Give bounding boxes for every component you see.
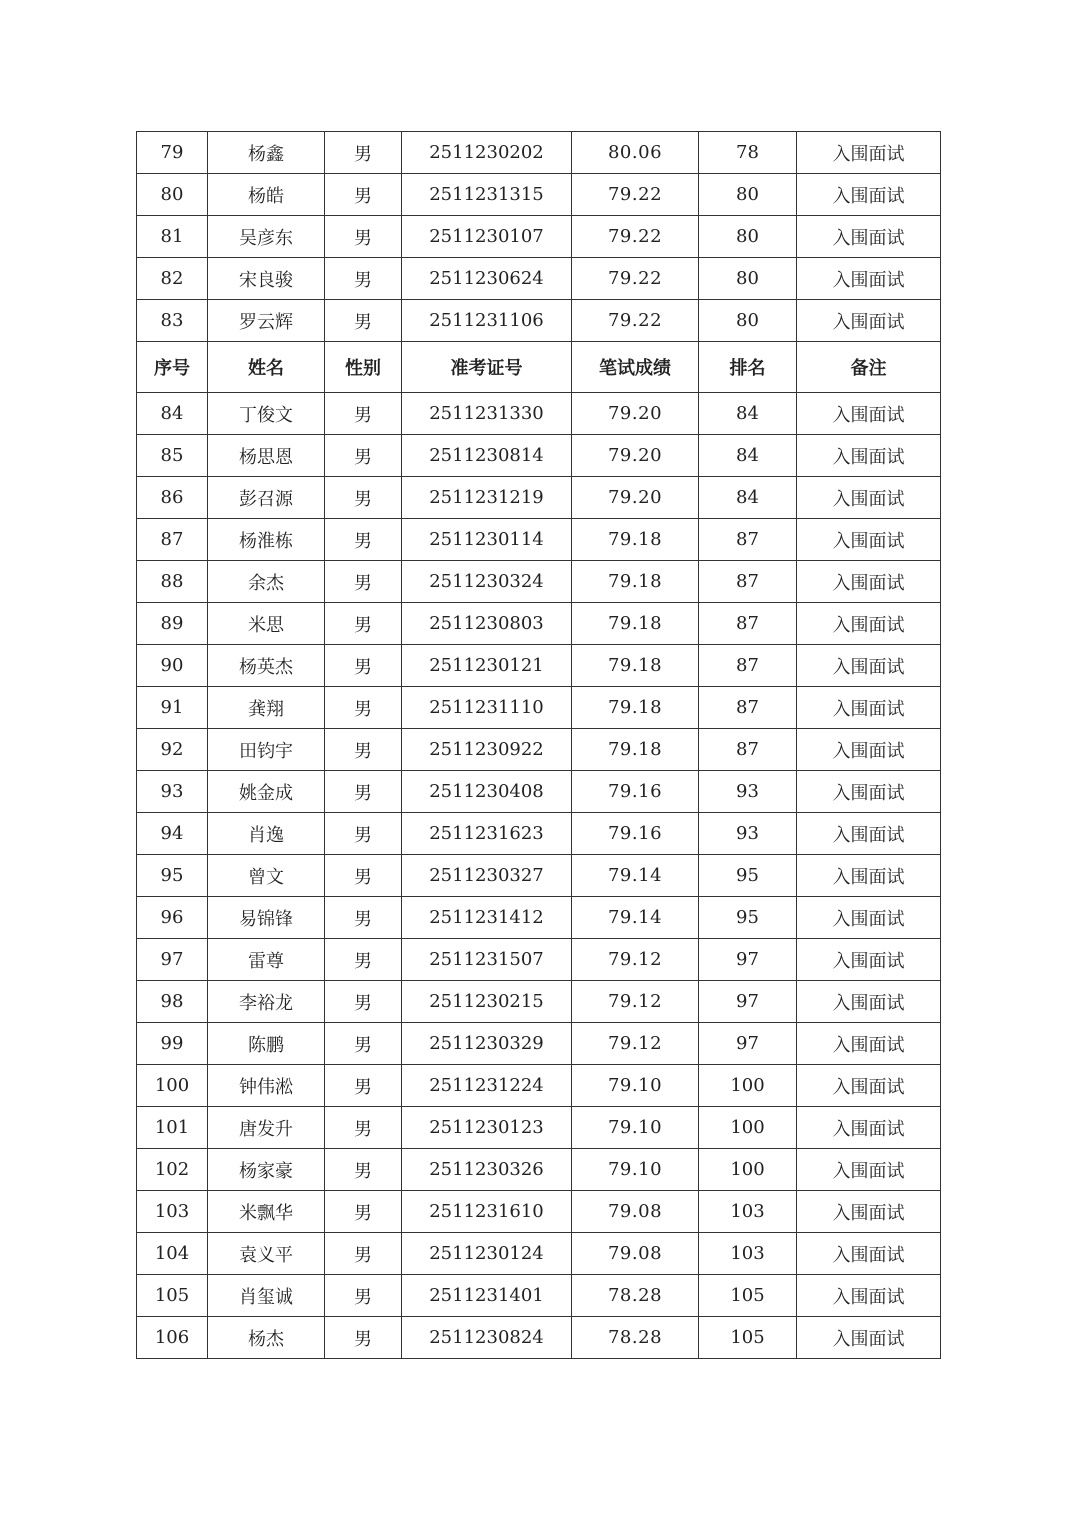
cell-exam-id: 2511231623 <box>402 813 572 855</box>
results-table <box>136 131 941 1359</box>
cell-remark: 入围面试 <box>797 855 941 897</box>
cell-name: 彭召源 <box>208 477 325 519</box>
cell-rank: 93 <box>699 771 797 813</box>
cell-remark: 入围面试 <box>797 1065 941 1107</box>
cell-rank: 84 <box>699 477 797 519</box>
cell-exam-id: 2511231401 <box>402 1275 572 1317</box>
cell-seq: 88 <box>137 561 208 603</box>
table-row <box>137 435 941 477</box>
cell-score: 78.28 <box>572 1317 699 1359</box>
table-row <box>137 939 941 981</box>
cell-seq: 96 <box>137 897 208 939</box>
cell-score: 79.22 <box>572 216 699 258</box>
cell-seq: 92 <box>137 729 208 771</box>
cell-seq: 98 <box>137 981 208 1023</box>
cell-gender: 男 <box>325 1275 402 1317</box>
cell-gender: 男 <box>325 1149 402 1191</box>
cell-seq: 81 <box>137 216 208 258</box>
cell-name: 杨英杰 <box>208 645 325 687</box>
cell-score: 79.10 <box>572 1065 699 1107</box>
header-row <box>137 342 941 393</box>
cell-score: 79.18 <box>572 603 699 645</box>
cell-rank: 80 <box>699 300 797 342</box>
cell-exam-id: 2511230922 <box>402 729 572 771</box>
cell-name: 钟伟淞 <box>208 1065 325 1107</box>
cell-exam-id: 2511231110 <box>402 687 572 729</box>
cell-seq: 83 <box>137 300 208 342</box>
cell-remark: 入围面试 <box>797 477 941 519</box>
table-body-after-header <box>137 393 941 1359</box>
cell-score: 79.10 <box>572 1149 699 1191</box>
cell-seq: 93 <box>137 771 208 813</box>
table-row <box>137 393 941 435</box>
table-row <box>137 300 941 342</box>
cell-seq: 89 <box>137 603 208 645</box>
cell-gender: 男 <box>325 855 402 897</box>
cell-rank: 97 <box>699 939 797 981</box>
cell-name: 唐发升 <box>208 1107 325 1149</box>
cell-score: 79.18 <box>572 561 699 603</box>
cell-exam-id: 2511231507 <box>402 939 572 981</box>
cell-rank: 87 <box>699 729 797 771</box>
cell-exam-id: 2511231330 <box>402 393 572 435</box>
cell-seq: 106 <box>137 1317 208 1359</box>
cell-remark: 入围面试 <box>797 981 941 1023</box>
cell-rank: 84 <box>699 393 797 435</box>
cell-rank: 80 <box>699 216 797 258</box>
cell-name: 陈鹏 <box>208 1023 325 1065</box>
cell-remark: 入围面试 <box>797 174 941 216</box>
table-row <box>137 1233 941 1275</box>
cell-remark: 入围面试 <box>797 1233 941 1275</box>
cell-name: 杨淮栋 <box>208 519 325 561</box>
cell-remark: 入围面试 <box>797 216 941 258</box>
cell-score: 79.12 <box>572 1023 699 1065</box>
cell-rank: 105 <box>699 1275 797 1317</box>
cell-gender: 男 <box>325 645 402 687</box>
cell-score: 79.12 <box>572 981 699 1023</box>
cell-gender: 男 <box>325 216 402 258</box>
cell-name: 杨家豪 <box>208 1149 325 1191</box>
cell-rank: 87 <box>699 519 797 561</box>
cell-score: 79.14 <box>572 897 699 939</box>
cell-rank: 78 <box>699 132 797 174</box>
cell-name: 姚金成 <box>208 771 325 813</box>
table-row <box>137 561 941 603</box>
cell-remark: 入围面试 <box>797 300 941 342</box>
cell-gender: 男 <box>325 1233 402 1275</box>
cell-gender: 男 <box>325 771 402 813</box>
cell-remark: 入围面试 <box>797 1149 941 1191</box>
cell-score: 79.16 <box>572 771 699 813</box>
cell-rank: 100 <box>699 1065 797 1107</box>
cell-name: 杨思恩 <box>208 435 325 477</box>
cell-rank: 100 <box>699 1149 797 1191</box>
cell-name: 肖玺诚 <box>208 1275 325 1317</box>
cell-score: 79.18 <box>572 645 699 687</box>
cell-gender: 男 <box>325 300 402 342</box>
cell-score: 79.14 <box>572 855 699 897</box>
table-row <box>137 729 941 771</box>
cell-remark: 入围面试 <box>797 258 941 300</box>
cell-score: 79.18 <box>572 687 699 729</box>
cell-gender: 男 <box>325 1107 402 1149</box>
cell-gender: 男 <box>325 813 402 855</box>
cell-gender: 男 <box>325 939 402 981</box>
table-row <box>137 258 941 300</box>
cell-seq: 101 <box>137 1107 208 1149</box>
cell-remark: 入围面试 <box>797 1107 941 1149</box>
cell-gender: 男 <box>325 519 402 561</box>
cell-rank: 87 <box>699 645 797 687</box>
cell-score: 79.18 <box>572 519 699 561</box>
cell-rank: 103 <box>699 1233 797 1275</box>
table-row <box>137 1149 941 1191</box>
header-seq: 序号 <box>137 342 208 393</box>
cell-gender: 男 <box>325 258 402 300</box>
cell-name: 杨鑫 <box>208 132 325 174</box>
cell-score: 79.12 <box>572 939 699 981</box>
table-row <box>137 1107 941 1149</box>
cell-rank: 87 <box>699 603 797 645</box>
table-header <box>137 342 941 393</box>
header-rank: 排名 <box>699 342 797 393</box>
cell-name: 龚翔 <box>208 687 325 729</box>
cell-seq: 90 <box>137 645 208 687</box>
cell-exam-id: 2511230814 <box>402 435 572 477</box>
cell-score: 79.20 <box>572 435 699 477</box>
table-row <box>137 216 941 258</box>
cell-score: 78.28 <box>572 1275 699 1317</box>
cell-rank: 105 <box>699 1317 797 1359</box>
cell-rank: 84 <box>699 435 797 477</box>
table-row <box>137 1023 941 1065</box>
cell-rank: 103 <box>699 1191 797 1233</box>
cell-name: 杨杰 <box>208 1317 325 1359</box>
cell-exam-id: 2511231412 <box>402 897 572 939</box>
table-row <box>137 981 941 1023</box>
header-exam-id: 准考证号 <box>402 342 572 393</box>
cell-exam-id: 2511230824 <box>402 1317 572 1359</box>
cell-name: 杨皓 <box>208 174 325 216</box>
cell-exam-id: 2511230329 <box>402 1023 572 1065</box>
cell-name: 宋良骏 <box>208 258 325 300</box>
cell-seq: 97 <box>137 939 208 981</box>
cell-exam-id: 2511230324 <box>402 561 572 603</box>
cell-name: 曾文 <box>208 855 325 897</box>
cell-gender: 男 <box>325 561 402 603</box>
cell-name: 雷尊 <box>208 939 325 981</box>
cell-rank: 80 <box>699 258 797 300</box>
cell-score: 79.20 <box>572 477 699 519</box>
cell-name: 李裕龙 <box>208 981 325 1023</box>
cell-gender: 男 <box>325 603 402 645</box>
cell-score: 79.08 <box>572 1233 699 1275</box>
cell-seq: 86 <box>137 477 208 519</box>
cell-remark: 入围面试 <box>797 645 941 687</box>
cell-score: 79.22 <box>572 258 699 300</box>
table-row <box>137 477 941 519</box>
cell-remark: 入围面试 <box>797 1023 941 1065</box>
cell-seq: 105 <box>137 1275 208 1317</box>
cell-exam-id: 2511230215 <box>402 981 572 1023</box>
cell-gender: 男 <box>325 687 402 729</box>
cell-remark: 入围面试 <box>797 561 941 603</box>
cell-score: 79.18 <box>572 729 699 771</box>
cell-exam-id: 2511231106 <box>402 300 572 342</box>
cell-remark: 入围面试 <box>797 813 941 855</box>
cell-remark: 入围面试 <box>797 435 941 477</box>
cell-name: 丁俊文 <box>208 393 325 435</box>
table-row <box>137 1275 941 1317</box>
cell-exam-id: 2511231219 <box>402 477 572 519</box>
cell-name: 吴彦东 <box>208 216 325 258</box>
cell-gender: 男 <box>325 1023 402 1065</box>
table-row <box>137 1317 941 1359</box>
cell-remark: 入围面试 <box>797 1275 941 1317</box>
cell-rank: 97 <box>699 1023 797 1065</box>
table-row <box>137 519 941 561</box>
cell-seq: 103 <box>137 1191 208 1233</box>
table-row <box>137 603 941 645</box>
cell-exam-id: 2511230803 <box>402 603 572 645</box>
cell-remark: 入围面试 <box>797 771 941 813</box>
cell-seq: 104 <box>137 1233 208 1275</box>
cell-gender: 男 <box>325 132 402 174</box>
header-gender: 性别 <box>325 342 402 393</box>
header-score: 笔试成绩 <box>572 342 699 393</box>
cell-exam-id: 2511231224 <box>402 1065 572 1107</box>
cell-remark: 入围面试 <box>797 687 941 729</box>
table-row <box>137 897 941 939</box>
table-row <box>137 687 941 729</box>
table-row <box>137 813 941 855</box>
cell-gender: 男 <box>325 1191 402 1233</box>
cell-seq: 82 <box>137 258 208 300</box>
cell-name: 米思 <box>208 603 325 645</box>
table-row <box>137 1191 941 1233</box>
cell-exam-id: 2511231610 <box>402 1191 572 1233</box>
cell-rank: 87 <box>699 687 797 729</box>
cell-exam-id: 2511230124 <box>402 1233 572 1275</box>
cell-exam-id: 2511230408 <box>402 771 572 813</box>
cell-remark: 入围面试 <box>797 519 941 561</box>
cell-score: 79.20 <box>572 393 699 435</box>
cell-rank: 100 <box>699 1107 797 1149</box>
cell-seq: 102 <box>137 1149 208 1191</box>
cell-seq: 87 <box>137 519 208 561</box>
cell-rank: 80 <box>699 174 797 216</box>
cell-gender: 男 <box>325 729 402 771</box>
cell-gender: 男 <box>325 1317 402 1359</box>
cell-score: 79.22 <box>572 174 699 216</box>
header-remark: 备注 <box>797 342 941 393</box>
cell-name: 袁义平 <box>208 1233 325 1275</box>
cell-gender: 男 <box>325 981 402 1023</box>
cell-remark: 入围面试 <box>797 939 941 981</box>
cell-score: 79.08 <box>572 1191 699 1233</box>
cell-name: 田钧宇 <box>208 729 325 771</box>
cell-remark: 入围面试 <box>797 729 941 771</box>
cell-rank: 95 <box>699 855 797 897</box>
cell-rank: 93 <box>699 813 797 855</box>
table-row <box>137 132 941 174</box>
cell-exam-id: 2511230327 <box>402 855 572 897</box>
cell-seq: 91 <box>137 687 208 729</box>
cell-score: 79.22 <box>572 300 699 342</box>
cell-remark: 入围面试 <box>797 393 941 435</box>
cell-exam-id: 2511230326 <box>402 1149 572 1191</box>
cell-gender: 男 <box>325 393 402 435</box>
cell-exam-id: 2511230202 <box>402 132 572 174</box>
cell-remark: 入围面试 <box>797 603 941 645</box>
cell-name: 余杰 <box>208 561 325 603</box>
cell-remark: 入围面试 <box>797 132 941 174</box>
cell-seq: 84 <box>137 393 208 435</box>
cell-exam-id: 2511230114 <box>402 519 572 561</box>
cell-remark: 入围面试 <box>797 897 941 939</box>
cell-name: 易锦锋 <box>208 897 325 939</box>
cell-score: 80.06 <box>572 132 699 174</box>
cell-name: 肖逸 <box>208 813 325 855</box>
cell-remark: 入围面试 <box>797 1317 941 1359</box>
cell-remark: 入围面试 <box>797 1191 941 1233</box>
cell-seq: 94 <box>137 813 208 855</box>
cell-name: 罗云辉 <box>208 300 325 342</box>
header-name: 姓名 <box>208 342 325 393</box>
cell-score: 79.10 <box>572 1107 699 1149</box>
cell-exam-id: 2511230121 <box>402 645 572 687</box>
cell-seq: 80 <box>137 174 208 216</box>
cell-exam-id: 2511230624 <box>402 258 572 300</box>
cell-gender: 男 <box>325 435 402 477</box>
cell-exam-id: 2511231315 <box>402 174 572 216</box>
table-body-before-header <box>137 132 941 342</box>
cell-exam-id: 2511230123 <box>402 1107 572 1149</box>
cell-score: 79.16 <box>572 813 699 855</box>
cell-rank: 87 <box>699 561 797 603</box>
cell-seq: 100 <box>137 1065 208 1107</box>
table-row <box>137 174 941 216</box>
cell-seq: 99 <box>137 1023 208 1065</box>
cell-seq: 85 <box>137 435 208 477</box>
cell-rank: 97 <box>699 981 797 1023</box>
cell-gender: 男 <box>325 1065 402 1107</box>
cell-rank: 95 <box>699 897 797 939</box>
table-row <box>137 771 941 813</box>
cell-exam-id: 2511230107 <box>402 216 572 258</box>
cell-seq: 95 <box>137 855 208 897</box>
table-row <box>137 645 941 687</box>
cell-gender: 男 <box>325 174 402 216</box>
cell-name: 米飘华 <box>208 1191 325 1233</box>
cell-gender: 男 <box>325 897 402 939</box>
cell-seq: 79 <box>137 132 208 174</box>
table-row <box>137 1065 941 1107</box>
cell-gender: 男 <box>325 477 402 519</box>
table-row <box>137 855 941 897</box>
